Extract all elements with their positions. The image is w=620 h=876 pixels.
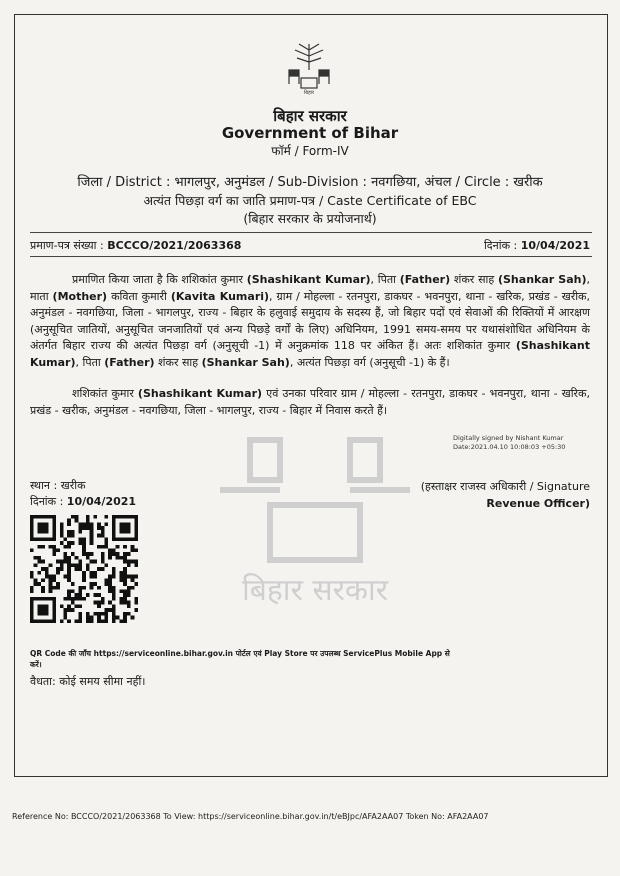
p1-text-4: , माता xyxy=(30,273,590,303)
p1-text-7: , पिता xyxy=(75,355,105,369)
p1-text-5: कविता कुमारी xyxy=(107,289,171,303)
p1-mother-label: (Mother) xyxy=(52,289,108,303)
place xyxy=(30,478,136,494)
p1-mother-en: (Kavita Kumari) xyxy=(170,289,270,303)
p1-name-en: (Shashikant Kumar) xyxy=(246,273,371,286)
watermark-emblem xyxy=(210,420,420,620)
certificate-date xyxy=(484,238,590,253)
header-gov-hindi: बिहार सरकार xyxy=(273,107,347,125)
place-date-block xyxy=(30,478,136,510)
subdivision-value: नवगछिया, xyxy=(371,175,421,190)
district-line xyxy=(0,172,620,190)
signature-line-2: Revenue Officer) xyxy=(486,497,590,510)
digital-signature xyxy=(453,434,565,452)
p2-name-en: (Shashikant Kumar) xyxy=(137,387,263,400)
header-gov-english: Government of Bihar xyxy=(221,124,399,142)
p1-text-8: शंकर साह xyxy=(154,355,202,369)
cert-date-value: 10/04/2021 xyxy=(520,239,590,252)
circle-label: अंचल / Circle : xyxy=(424,175,510,190)
digital-signature-line-1: Digitally signed by Nishant Kumar xyxy=(453,434,564,442)
district-label: जिला / District : xyxy=(77,175,171,190)
divider-top xyxy=(30,232,592,233)
qr-verification-note: QR Code की जाँच https://serviceonline.bihar.gov.in पोर्टल एवं Play Store पर उपलब्ध ServicePlus Mobile App से करें। xyxy=(30,649,450,669)
form-number: फॉर्म / Form-IV xyxy=(271,144,349,158)
validity-note: वैधता: कोई समय सीमा नहीं। xyxy=(30,675,146,688)
issue-date-value: 10/04/2021 xyxy=(66,495,137,508)
place-value: खरीक xyxy=(60,479,86,492)
p1-text-2: , पिता xyxy=(370,273,400,286)
place-label: स्थान : xyxy=(30,479,58,492)
issue-date-label: दिनांक : xyxy=(30,495,64,508)
certification-paragraph xyxy=(30,272,590,371)
residence-paragraph xyxy=(30,386,590,419)
watermark-text: बिहार सरकार xyxy=(241,573,389,608)
p1-father-en: (Shankar Sah) xyxy=(497,273,587,286)
p1-text-6: , ग्राम / मोहल्ला - रतनपुरा, डाकघर - भवनपुरा, थाना - खरिक, प्रखंड - खरीक, अनुमंडल - नवगछिया, जिला - भागलपुर, राज्य - बिहार के हलुवाई समुदाय के सदस्य हैं, जो बिहार पदों एवं सेवाओं की रिक्तियों में आरक्षण (अनुसूचित जातियों, अनुसूचित जनजातियों एवं अन्य पिछड़े वर्गों के लिए) अधिनियम, 1991 समय-समय पर यथासंशोधित अधिनियम के अंतर्गत बिहार राज्य की अत्यंत पिछड़ा वर्ग (अनुसूची -1) में अनुक्रमांक 118 पर अंकित हैं। अतः शशिकांत कुमार xyxy=(30,289,590,352)
district-value: भागलपुर, xyxy=(174,175,221,190)
p1-text-1: प्रमाणित किया जाता है कि शशिकांत कुमार xyxy=(72,273,247,286)
p1-text-3: शंकर साह xyxy=(450,273,498,286)
divider-bottom xyxy=(30,256,592,257)
signature-block xyxy=(421,478,590,512)
p1-father-label: (Father) xyxy=(399,273,451,286)
certificate-number xyxy=(30,238,241,253)
certificate-title: अत्यंत पिछड़ा वर्ग का जाति प्रमाण-पत्र / Caste Certificate of EBC xyxy=(143,193,477,208)
cert-number-value: BCCCO/2021/2063368 xyxy=(107,239,242,252)
p2-text-1: शशिकांत कुमार xyxy=(72,387,138,400)
emblem-caption: बिहार xyxy=(303,90,315,96)
p1-father-label-2: (Father) xyxy=(104,355,155,369)
cert-date-label: दिनांक : xyxy=(483,239,518,252)
bihar-emblem-icon xyxy=(283,40,335,96)
p1-name-en-2: (Shashikant Kumar) xyxy=(30,339,590,369)
subdivision-label: अनुमंडल / Sub-Division : xyxy=(224,175,367,190)
reference-footer: Reference No: BCCCO/2021/2063368 To View: https://serviceonline.bihar.gov.in/t/eBJpc/AFA2AA07 Token No: AFA2AA07 xyxy=(12,812,489,821)
certificate-purpose: (बिहार सरकार के प्रयोजनार्थ) xyxy=(243,211,377,226)
p1-father-en-2: (Shankar Sah) xyxy=(201,355,290,369)
p1-text-9: , अत्यंत पिछड़ा वर्ग (अनुसूची -1) के हैं। xyxy=(289,355,450,369)
p2-text-2: एवं उनका परिवार ग्राम / मोहल्ला - रतनपुरा, डाकघर - भवनपुरा, थाना - खरिक, प्रखंड - खरीक, अनुमंडल - नवगछिया, जिला - भागलपुर, राज्य - बिहार में निवास करते हैं। xyxy=(30,387,590,417)
qr-code[interactable] xyxy=(30,515,138,623)
digital-signature-line-2: Date:2021.04.10 10:08:03 +05:30 xyxy=(453,443,566,451)
issue-date xyxy=(30,494,136,510)
signature-line-1: (हस्ताक्षर राजस्व अधिकारी / Signature xyxy=(420,480,590,493)
circle-value: खरीक xyxy=(513,175,543,190)
cert-number-label: प्रमाण-पत्र संख्या : xyxy=(30,239,104,252)
